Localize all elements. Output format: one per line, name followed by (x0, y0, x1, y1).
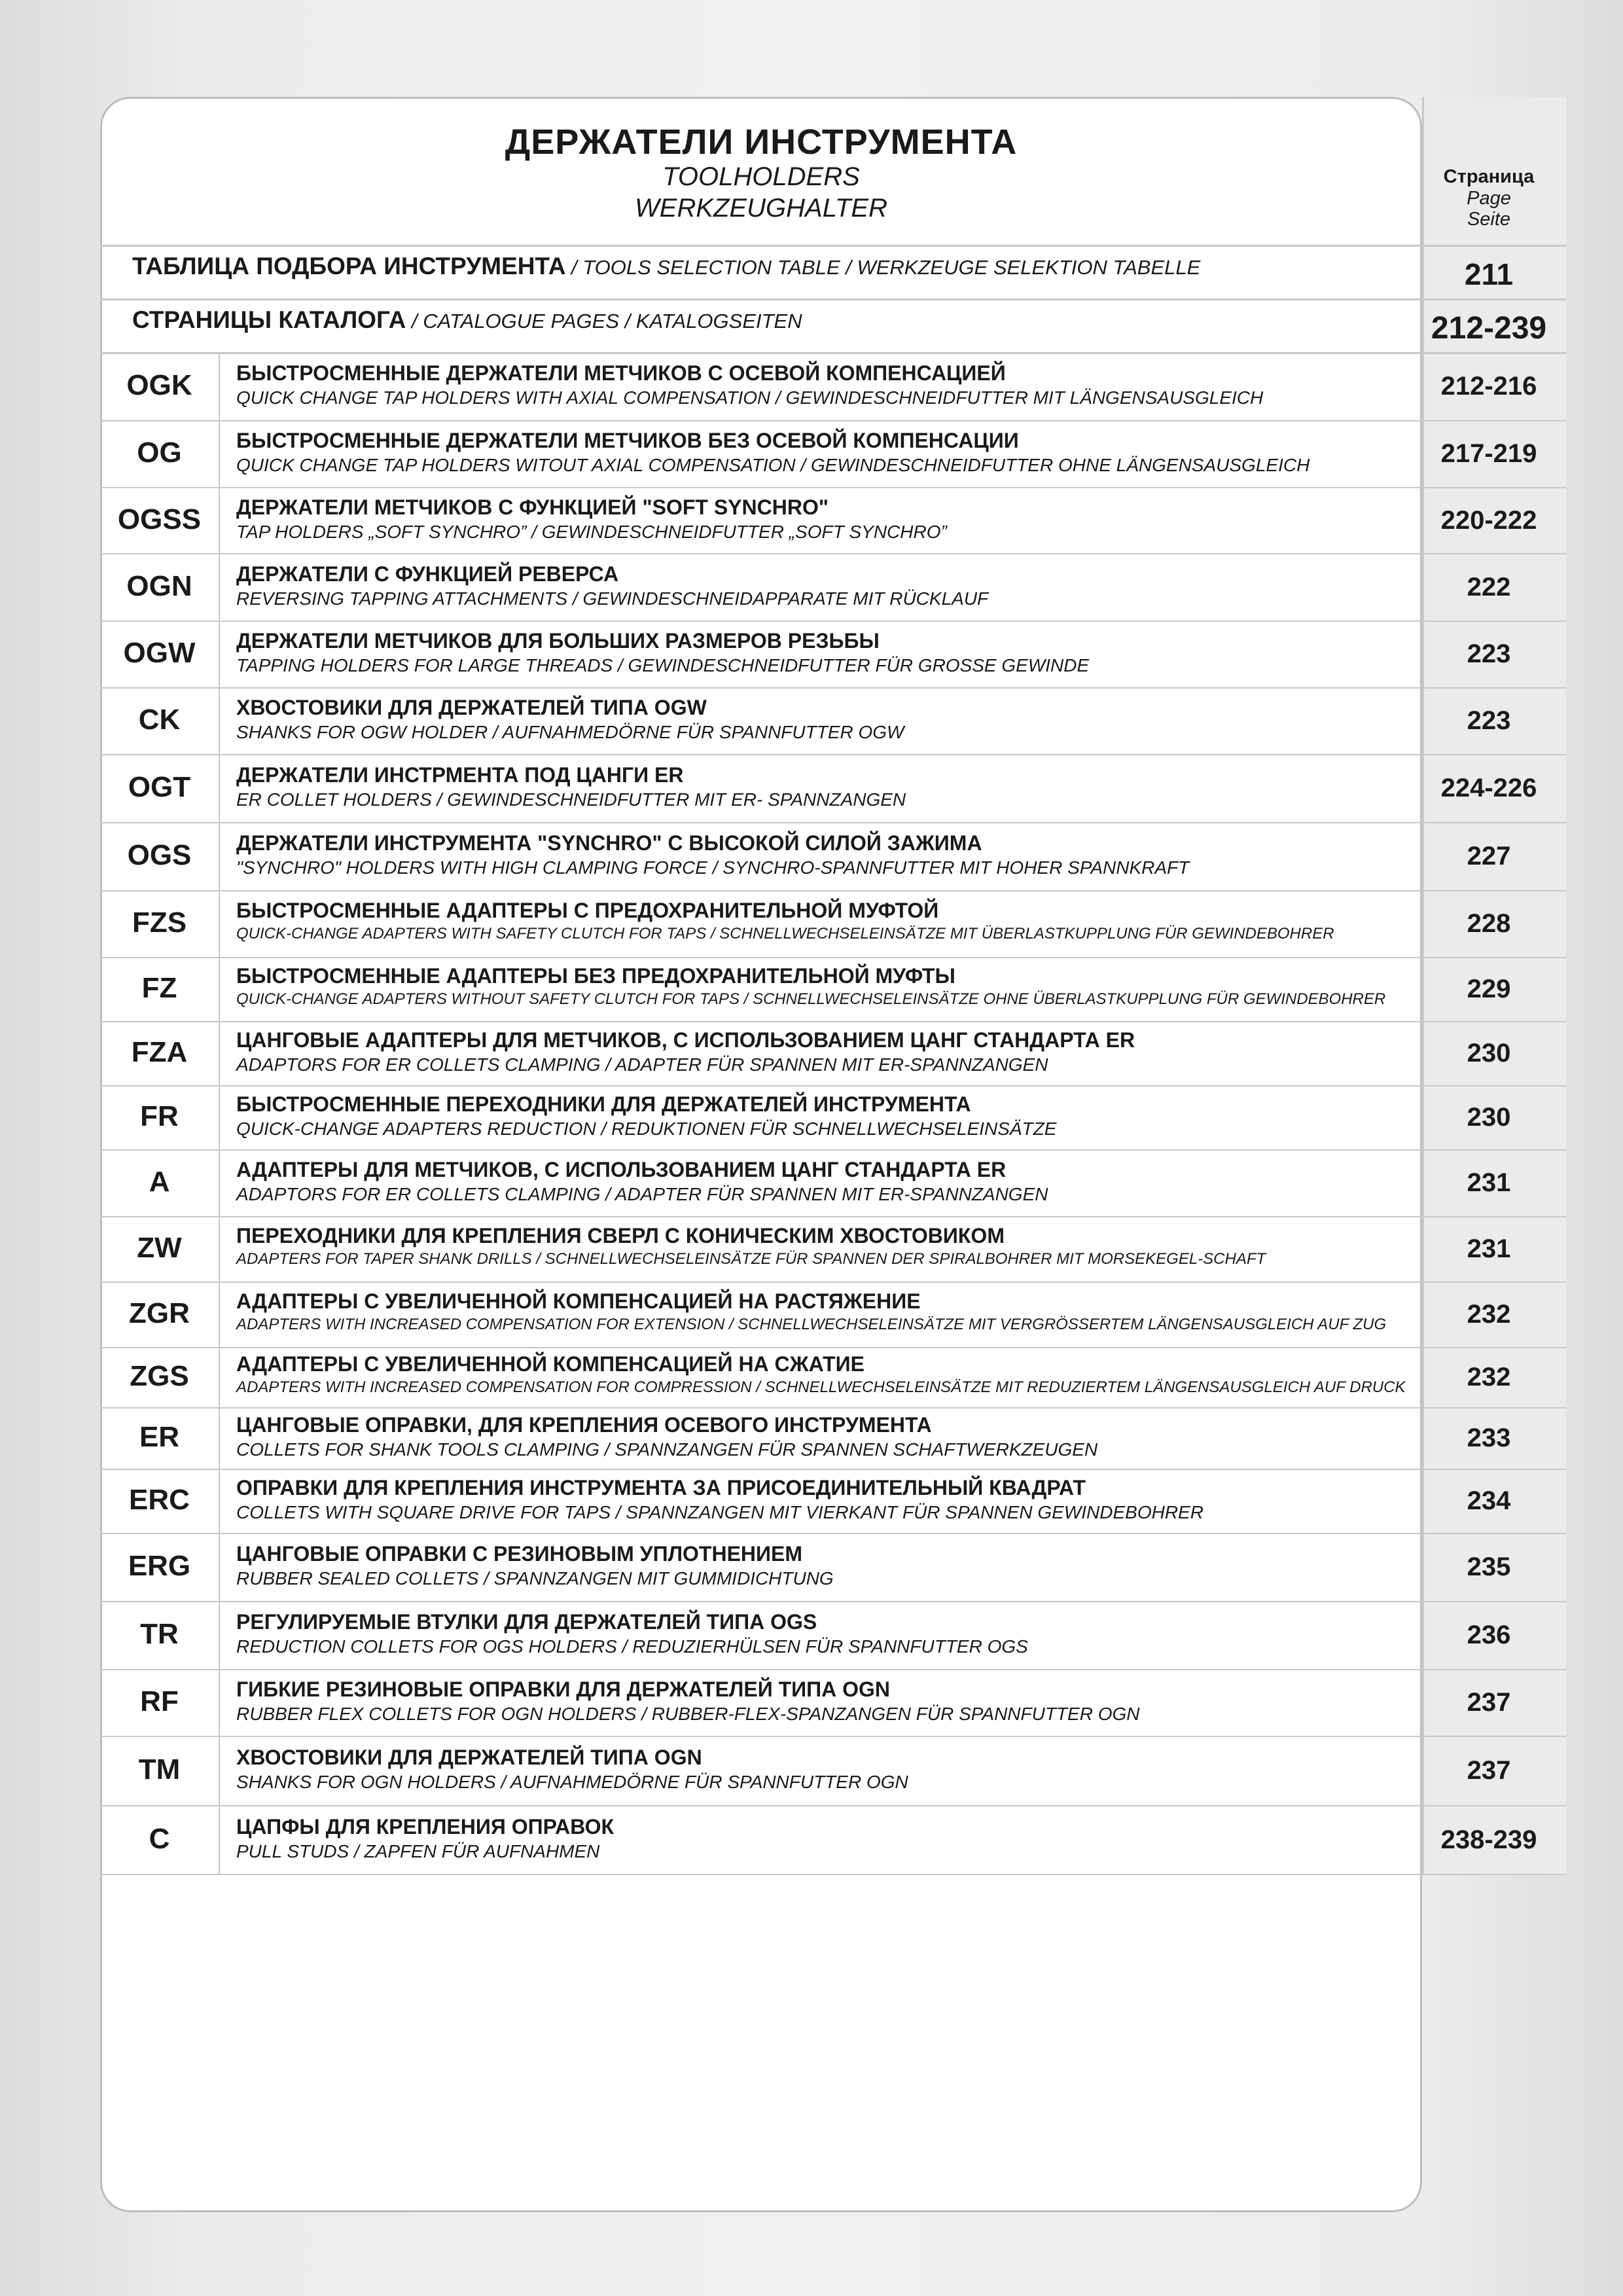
page-number: 234 (1467, 1486, 1511, 1515)
product-name-en-de: ADAPTERS WITH INCREASED COMPENSATION FOR EXTENSION / SCHNELLWECHSELEINSÄTZE MIT VERGRÖSSERTEM LÄNGENSAUSGLEICH AUF ZUG (236, 1316, 1387, 1333)
product-name-ru: ОПРАВКИ ДЛЯ КРЕПЛЕНИЯ ИНСТРУМЕНТА ЗА ПРИСОЕДИНИТЕЛЬНЫЙ КВАДРАТ (236, 1476, 1086, 1499)
page-header (100, 97, 1422, 245)
page-column-header (1422, 97, 1556, 245)
table-row[interactable] (100, 1601, 1556, 1669)
page-number: 230 (1467, 1103, 1511, 1132)
product-code: ZW (137, 1232, 182, 1264)
product-name-en-de: REDUCTION COLLETS FOR OGS HOLDERS / REDUZIERHÜLSEN FÜR SPANNFUTTER OGS (236, 1636, 1028, 1657)
product-code: A (149, 1166, 170, 1198)
page-number: 223 (1467, 639, 1511, 668)
product-name-ru: БЫСТРОСМЕННЫЕ ДЕРЖАТЕЛИ МЕТЧИКОВ С ОСЕВОЙ КОМПЕНСАЦИЕЙ (236, 361, 1006, 385)
table-row[interactable] (100, 754, 1556, 822)
page-number: 224-226 (1440, 774, 1537, 802)
section-page-number: 211 (1464, 257, 1514, 291)
product-code: FZA (131, 1036, 188, 1068)
page-number: 227 (1467, 842, 1511, 870)
product-name-ru: РЕГУЛИРУЕМЫЕ ВТУЛКИ ДЛЯ ДЕРЖАТЕЛЕЙ ТИПА OGS (236, 1610, 817, 1634)
page-subtitle-en: TOOLHOLDERS (662, 162, 860, 191)
divider-line (100, 245, 1566, 247)
page-number: 222 (1467, 572, 1511, 601)
product-code: ER (139, 1421, 180, 1453)
product-name-en-de: ADAPTERS FOR TAPER SHANK DRILLS / SCHNELLWECHSELEINSÄTZE FÜR SPANNEN DER SPIRALBOHRER MIT MORSEKEGEL-SCHAFT (236, 1250, 1266, 1268)
page-subtitle-de: WERKZEUGHALTER (635, 194, 887, 223)
product-name-ru: АДАПТЕРЫ С УВЕЛИЧЕННОЙ КОМПЕНСАЦИЕЙ НА РАСТЯЖЕНИЕ (236, 1289, 921, 1313)
product-name-en-de: "SYNCHRO" HOLDERS WITH HIGH CLAMPING FORCE / SYNCHRO-SPANNFUTTER MIT HOHER SPANNKRAFT (236, 857, 1190, 878)
table-row[interactable] (100, 1669, 1556, 1736)
product-code: OGK (126, 369, 192, 401)
section-catalogue-pages[interactable] (132, 306, 1408, 334)
product-code: CK (138, 704, 181, 736)
product-code: OGN (126, 569, 192, 602)
product-name-en-de: QUICK-CHANGE ADAPTERS REDUCTION / REDUKTIONEN FÜR SCHNELLWECHSELEINSÄTZE (236, 1119, 1057, 1139)
product-name-en-de: RUBBER FLEX COLLETS FOR OGN HOLDERS / RUBBER-FLEX-SPANZANGEN FÜR SPANNFUTTER OGN (236, 1704, 1140, 1724)
section-title-ru: ТАБЛИЦА ПОДБОРА ИНСТРУМЕНТА (132, 253, 566, 279)
product-name-en-de: REVERSING TAPPING ATTACHMENTS / GEWINDESCHNEIDAPPARATE MIT RÜCKLAUF (236, 588, 989, 609)
product-code: FZS (132, 906, 187, 939)
table-row[interactable] (100, 1021, 1556, 1085)
product-name-ru: ЦАНГОВЫЕ АДАПТЕРЫ ДЛЯ МЕТЧИКОВ, С ИСПОЛЬЗОВАНИЕМ ЦАНГ СТАНДАРТА ER (236, 1028, 1135, 1052)
page-number: 238-239 (1440, 1825, 1537, 1854)
product-code: TM (138, 1753, 181, 1785)
divider-line (100, 298, 1566, 300)
product-name-ru: ГИБКИЕ РЕЗИНОВЫЕ ОПРАВКИ ДЛЯ ДЕРЖАТЕЛЕЙ ТИПА OGN (236, 1677, 891, 1701)
page-number: 235 (1467, 1552, 1511, 1581)
page-number: 223 (1467, 706, 1511, 735)
table-row[interactable] (100, 1533, 1556, 1601)
table-row[interactable] (100, 1216, 1556, 1282)
page-column-label-en: Page (1467, 188, 1511, 209)
section-title-en: / CATALOGUE PAGES / KATALOGSEITEN (406, 310, 802, 332)
table-row[interactable] (100, 620, 1556, 687)
product-name-en-de: PULL STUDS / ZAPFEN FÜR AUFNAHMEN (236, 1840, 600, 1861)
product-code: RF (140, 1685, 179, 1717)
product-name-ru: ДЕРЖАТЕЛИ ИНСТРУМЕНТА "SYNCHRO" С ВЫСОКОЙ СИЛОЙ ЗАЖИМА (236, 831, 982, 855)
table-row[interactable] (100, 1805, 1556, 1874)
product-name-en-de: QUICK-CHANGE ADAPTERS WITHOUT SAFETY CLUTCH FOR TAPS / SCHNELLWECHSELEINSÄTZE OHNE ÜBERLASTKUPPLUNG FÜR GEWINDEBOHRER (236, 990, 1386, 1008)
table-row[interactable] (100, 1149, 1556, 1216)
product-name-ru: ДЕРЖАТЕЛИ МЕТЧИКОВ С ФУНКЦИЕЙ "SOFT SYNCHRO" (236, 495, 829, 519)
product-name-en-de: SHANKS FOR OGW HOLDER / AUFNAHMEDÖRNE FÜR SPANNFUTTER OGW (236, 722, 904, 742)
page-number: 231 (1467, 1234, 1511, 1263)
product-name-ru: БЫСТРОСМЕННЫЕ ДЕРЖАТЕЛИ МЕТЧИКОВ БЕЗ ОСЕВОЙ КОМПЕНСАЦИИ (236, 429, 1019, 452)
product-name-en-de: QUICK-CHANGE ADAPTERS WITH SAFETY CLUTCH FOR TAPS / SCHNELLWECHSELEINSÄTZE MIT ÜBERLASTKUPPLUNG FÜR GEWINDEBOHRER (236, 925, 1334, 942)
page-column-label-de: Seite (1467, 209, 1511, 230)
product-code: TR (140, 1618, 179, 1650)
page-number: 212-216 (1440, 372, 1537, 401)
product-code: ERG (128, 1550, 191, 1582)
product-code: ERC (129, 1484, 190, 1516)
section-title-ru: СТРАНИЦЫ КАТАЛОГА (132, 306, 406, 333)
section-page-number: 212-239 (1431, 311, 1547, 346)
product-name-en-de: TAPPING HOLDERS FOR LARGE THREADS / GEWINDESCHNEIDFUTTER FÜR GROSSE GEWINDE (236, 655, 1090, 675)
page-number: 233 (1467, 1424, 1511, 1452)
page-column-label-ru: Страница (1443, 166, 1535, 187)
page-number: 237 (1467, 1688, 1511, 1717)
product-code: OGS (127, 839, 192, 871)
page-number: 237 (1467, 1756, 1511, 1785)
table-row[interactable] (100, 1736, 1556, 1805)
product-name-en-de: TAP HOLDERS „SOFT SYNCHRO” / GEWINDESCHNEIDFUTTER „SOFT SYNCHRO” (236, 521, 947, 542)
table-row[interactable] (100, 890, 1556, 957)
table-row[interactable] (100, 1407, 1556, 1469)
product-name-ru: ДЕРЖАТЕЛИ МЕТЧИКОВ ДЛЯ БОЛЬШИХ РАЗМЕРОВ РЕЗЬБЫ (236, 629, 880, 653)
product-code: ZGS (130, 1360, 189, 1392)
page-number: 230 (1467, 1039, 1511, 1067)
product-code: OGT (128, 771, 191, 803)
table-row[interactable] (100, 957, 1556, 1021)
table-row[interactable] (100, 352, 1556, 420)
product-code: OG (137, 437, 182, 469)
product-name-en-de: ER COLLET HOLDERS / GEWINDESCHNEIDFUTTER MIT ER- SPANNZANGEN (236, 789, 906, 810)
product-code: ZGR (129, 1297, 190, 1329)
product-code: OGW (123, 637, 196, 669)
section-title-en: / TOOLS SELECTION TABLE / WERKZEUGE SELEKTION TABELLE (565, 256, 1201, 279)
table-row[interactable] (100, 822, 1556, 890)
divider-line (100, 1874, 1566, 1875)
page-number: 231 (1467, 1168, 1511, 1197)
page-number: 228 (1467, 909, 1511, 938)
product-name-en-de: COLLETS WITH SQUARE DRIVE FOR TAPS / SPANNZANGEN MIT VIERKANT FÜR SPANNEN GEWINDEBOHRER (236, 1502, 1204, 1522)
product-name-ru: ДЕРЖАТЕЛИ С ФУНКЦИЕЙ РЕВЕРСА (236, 562, 619, 586)
product-name-ru: ЦАНГОВЫЕ ОПРАВКИ С РЕЗИНОВЫМ УПЛОТНЕНИЕМ (236, 1542, 803, 1566)
product-name-en-de: ADAPTORS FOR ER COLLETS CLAMPING / ADAPTER FÜR SPANNEN MIT ER-SPANNZANGEN (236, 1184, 1048, 1204)
page-title: ДЕРЖАТЕЛИ ИНСТРУМЕНТА (505, 122, 1018, 162)
product-name-ru: БЫСТРОСМЕННЫЕ ПЕРЕХОДНИКИ ДЛЯ ДЕРЖАТЕЛЕЙ ИНСТРУМЕНТА (236, 1092, 971, 1116)
page-number: 220-222 (1440, 505, 1537, 535)
product-name-ru: ХВОСТОВИКИ ДЛЯ ДЕРЖАТЕЛЕЙ ТИПА OGW (236, 696, 707, 719)
table-row[interactable] (100, 1085, 1556, 1149)
product-name-ru: ХВОСТОВИКИ ДЛЯ ДЕРЖАТЕЛЕЙ ТИПА OGN (236, 1746, 702, 1769)
product-name-ru: ДЕРЖАТЕЛИ ИНСТРМЕНТА ПОД ЦАНГИ ER (236, 763, 684, 787)
table-row[interactable] (100, 1282, 1556, 1347)
product-name-en-de: SHANKS FOR OGN HOLDERS / AUFNAHMEDÖRNE FÜR SPANNFUTTER OGN (236, 1772, 908, 1792)
product-name-en-de: QUICK CHANGE TAP HOLDERS WITH AXIAL COMPENSATION / GEWINDESCHNEIDFUTTER MIT LÄNGENSAUSGLEICH (236, 387, 1264, 408)
product-name-ru: ЦАНГОВЫЕ ОПРАВКИ, ДЛЯ КРЕПЛЕНИЯ ОСЕВОГО ИНСТРУМЕНТА (236, 1413, 932, 1437)
table-row[interactable] (100, 420, 1556, 487)
product-name-en-de: QUICK CHANGE TAP HOLDERS WITOUT AXIAL COMPENSATION / GEWINDESCHNEIDFUTTER OHNE LÄNGENSAUSGLEICH (236, 455, 1310, 475)
product-name-en-de: ADAPTORS FOR ER COLLETS CLAMPING / ADAPTER FÜR SPANNEN MIT ER-SPANNZANGEN (236, 1054, 1048, 1075)
product-name-en-de: COLLETS FOR SHANK TOOLS CLAMPING / SPANNZANGEN FÜR SPANNEN SCHAFTWERKZEUGEN (236, 1439, 1098, 1460)
product-code: OGSS (117, 503, 202, 535)
product-name-ru: АДАПТЕРЫ ДЛЯ МЕТЧИКОВ, С ИСПОЛЬЗОВАНИЕМ ЦАНГ СТАНДАРТА ER (236, 1158, 1007, 1181)
page-number: 232 (1467, 1300, 1511, 1329)
product-name-ru: БЫСТРОСМЕННЫЕ АДАПТЕРЫ С ПРЕДОХРАНИТЕЛЬНОЙ МУФТОЙ (236, 899, 939, 922)
product-name-ru: БЫСТРОСМЕННЫЕ АДАПТЕРЫ БЕЗ ПРЕДОХРАНИТЕЛЬНОЙ МУФТЫ (236, 964, 955, 988)
page-number: 232 (1467, 1363, 1511, 1391)
product-code: FR (140, 1100, 179, 1132)
product-code: C (149, 1822, 170, 1855)
table-row[interactable] (100, 487, 1556, 553)
page-number: 229 (1467, 975, 1511, 1003)
page-number: 236 (1467, 1621, 1511, 1649)
table-row[interactable] (100, 1347, 1556, 1407)
product-name-ru: АДАПТЕРЫ С УВЕЛИЧЕННОЙ КОМПЕНСАЦИЕЙ НА СЖАТИЕ (236, 1352, 865, 1376)
table-row[interactable] (100, 687, 1556, 754)
product-code: FZ (141, 972, 177, 1004)
product-name-en-de: RUBBER SEALED COLLETS / SPANNZANGEN MIT GUMMIDICHTUNG (236, 1568, 834, 1588)
product-name-ru: ПЕРЕХОДНИКИ ДЛЯ КРЕПЛЕНИЯ СВЕРЛ С КОНИЧЕСКИМ ХВОСТОВИКОМ (236, 1224, 1005, 1247)
page-number: 217-219 (1440, 439, 1537, 468)
product-name-ru: ЦАПФЫ ДЛЯ КРЕПЛЕНИЯ ОПРАВОК (236, 1814, 615, 1839)
product-name-en-de: ADAPTERS WITH INCREASED COMPENSATION FOR COMPRESSION / SCHNELLWECHSELEINSÄTZE MIT REDUZIERTEM LÄNGENSAUSGLEICH AUF DRUCK (236, 1378, 1406, 1396)
table-row[interactable] (100, 1469, 1556, 1533)
section-selection-table[interactable] (132, 253, 1408, 280)
table-row[interactable] (100, 553, 1556, 620)
